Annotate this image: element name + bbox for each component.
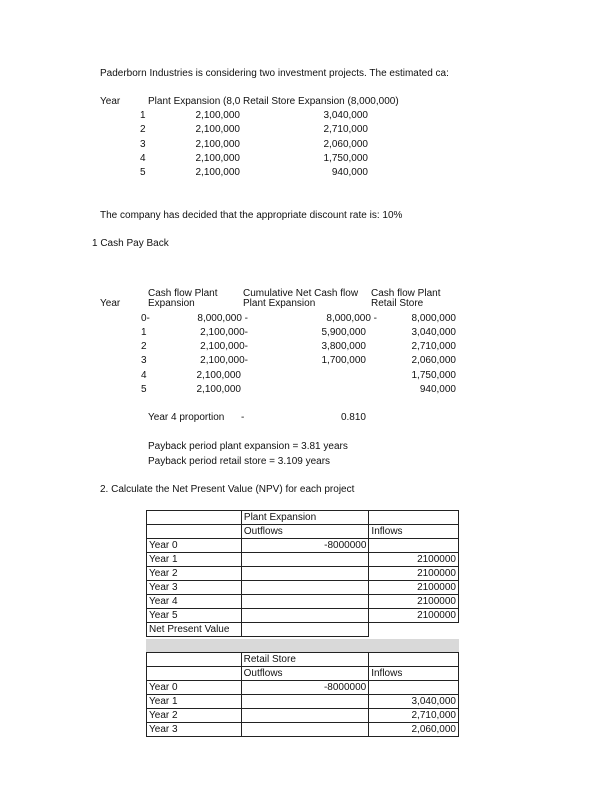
payback-retail: 2,060,000: [411, 355, 456, 366]
section-1-heading: 1 Cash Pay Back: [92, 238, 169, 249]
table-row: [147, 709, 459, 723]
npv-plant-outflows-header: Outflows: [241, 525, 369, 539]
cf-plant: 2,100,000: [195, 167, 240, 178]
inflow-cell: [369, 539, 459, 553]
payback-header-cf-line1: Cash flow Plant: [148, 288, 218, 299]
npv-retail-outflows-header: Outflows: [241, 667, 369, 681]
cf-retail: 940,000: [331, 167, 368, 178]
table-row: [147, 539, 459, 553]
payback-year: 5: [141, 384, 147, 395]
inflow-cell: 2,060,000: [369, 723, 459, 737]
cf-plant: 2,100,000: [195, 139, 240, 150]
row-label: Year 0: [147, 681, 242, 695]
table-row: [147, 667, 459, 681]
payback-year: 3: [141, 355, 147, 366]
row-label: Year 5: [147, 609, 242, 623]
row-label: Year 0: [147, 539, 242, 553]
payback-retail: 8,000,000: [411, 313, 456, 324]
payback-cf: 2,100,000-: [200, 341, 248, 352]
intro-text: Paderborn Industries is considering two investment projects. The estimated ca:: [100, 68, 449, 79]
payback-header-cf-line2: Expansion: [148, 298, 195, 309]
cf-header-retail: Retail Store Expansion (8,000,000): [243, 96, 399, 107]
discount-rate-text: The company has decided that the appropriate discount rate is: 10%: [100, 210, 403, 221]
cf-plant: 2,100,000: [195, 124, 240, 135]
inflow-cell: [369, 681, 459, 695]
payback-cum: 1,700,000: [321, 355, 366, 366]
row-label: Year 3: [147, 581, 242, 595]
payback-cum: 5,900,000: [321, 327, 366, 338]
table-row: [147, 681, 459, 695]
payback-header-retail-line1: Cash flow Plant: [371, 288, 441, 299]
payback-plant-result: Payback period plant expansion = 3.81 years: [148, 441, 348, 452]
year4-proportion-label: Year 4 proportion: [148, 412, 225, 423]
year4-proportion-dash: -: [241, 412, 245, 423]
outflow-cell: [241, 595, 369, 609]
table-row: [147, 623, 459, 637]
payback-header-retail-line2: Retail Store: [371, 298, 424, 309]
npv-retail-blank: [369, 653, 459, 667]
inflow-cell: 2100000: [369, 609, 459, 623]
npv-retail-blank: [147, 667, 242, 681]
npv-retail-table: [146, 652, 459, 737]
row-label: Year 1: [147, 553, 242, 567]
npv-blank: [369, 623, 459, 637]
table-row: [147, 553, 459, 567]
row-label: Year 2: [147, 567, 242, 581]
inflow-cell: 3,040,000: [369, 695, 459, 709]
npv-plant-title: Plant Expansion: [241, 511, 369, 525]
npv-plant-table: [146, 510, 459, 637]
outflow-cell: [241, 581, 369, 595]
cf-header-year: Year: [100, 96, 121, 107]
payback-cf: 2,100,000: [196, 384, 241, 395]
payback-year: 0-: [141, 313, 150, 324]
payback-cum: 8,000,000 -: [326, 313, 377, 324]
row-label: Year 1: [147, 695, 242, 709]
payback-retail: 940,000: [419, 384, 456, 395]
payback-retail: 1,750,000: [411, 370, 456, 381]
row-label: Year 3: [147, 723, 242, 737]
payback-header-cum-line2: Plant Expansion: [243, 298, 316, 309]
payback-year: 4: [141, 370, 147, 381]
npv-retail-blank: [147, 653, 242, 667]
outflow-cell: [241, 609, 369, 623]
payback-header-year: Year: [100, 298, 121, 309]
payback-header-cum-line1: Cumulative Net Cash flow: [243, 288, 359, 299]
npv-retail-title: Retail Store: [241, 653, 369, 667]
inflow-cell: 2,710,000: [369, 709, 459, 723]
cf-year: 4: [140, 153, 146, 164]
payback-cf: 8,000,000 -: [197, 313, 248, 324]
table-row: [147, 595, 459, 609]
table-row: [147, 653, 459, 667]
payback-retail-result: Payback period retail store = 3.109 years: [148, 456, 331, 467]
section-2-heading: 2. Calculate the Net Present Value (NPV) for each project: [100, 484, 355, 495]
npv-value-cell: [241, 623, 369, 637]
separator-band: [146, 639, 459, 653]
table-row: [147, 723, 459, 737]
outflow-cell: [241, 553, 369, 567]
cf-year: 3: [140, 139, 146, 150]
npv-plant-blank: [147, 525, 242, 539]
cf-retail: 3,040,000: [323, 110, 368, 121]
inflow-cell: 2100000: [369, 567, 459, 581]
outflow-cell: [241, 695, 369, 709]
cf-year: 1: [140, 110, 146, 121]
cf-retail: 2,710,000: [323, 124, 368, 135]
payback-cf: 2,100,000: [196, 370, 241, 381]
cf-retail: 1,750,000: [323, 153, 368, 164]
npv-plant-inflows-header: Inflows: [369, 525, 459, 539]
payback-year: 1: [141, 327, 147, 338]
outflow-cell: -8000000: [241, 681, 369, 695]
npv-plant-blank: [147, 511, 242, 525]
payback-retail: 3,040,000: [411, 327, 456, 338]
npv-plant-blank: [369, 511, 459, 525]
payback-cf: 2,100,000-: [200, 327, 248, 338]
inflow-cell: 2100000: [369, 581, 459, 595]
cf-header-plant: Plant Expansion (8,0: [148, 96, 241, 107]
table-row: [147, 581, 459, 595]
inflow-cell: 2100000: [369, 553, 459, 567]
npv-retail-inflows-header: Inflows: [369, 667, 459, 681]
cf-year: 2: [140, 124, 146, 135]
table-row: [147, 511, 459, 525]
inflow-cell: 2100000: [369, 595, 459, 609]
table-row: [147, 525, 459, 539]
cf-plant: 2,100,000: [195, 153, 240, 164]
table-row: [147, 609, 459, 623]
npv-label: Net Present Value: [147, 623, 242, 637]
outflow-cell: -8000000: [241, 539, 369, 553]
row-label: Year 2: [147, 709, 242, 723]
payback-cum: 3,800,000: [321, 341, 366, 352]
cf-retail: 2,060,000: [323, 139, 368, 150]
payback-retail: 2,710,000: [411, 341, 456, 352]
year4-proportion-value: 0.810: [340, 412, 366, 423]
table-row: [147, 567, 459, 581]
payback-cf: 2,100,000-: [200, 355, 248, 366]
outflow-cell: [241, 709, 369, 723]
cf-year: 5: [140, 167, 146, 178]
outflow-cell: [241, 723, 369, 737]
payback-year: 2: [141, 341, 147, 352]
cf-plant: 2,100,000: [195, 110, 240, 121]
table-row: [147, 695, 459, 709]
outflow-cell: [241, 567, 369, 581]
row-label: Year 4: [147, 595, 242, 609]
